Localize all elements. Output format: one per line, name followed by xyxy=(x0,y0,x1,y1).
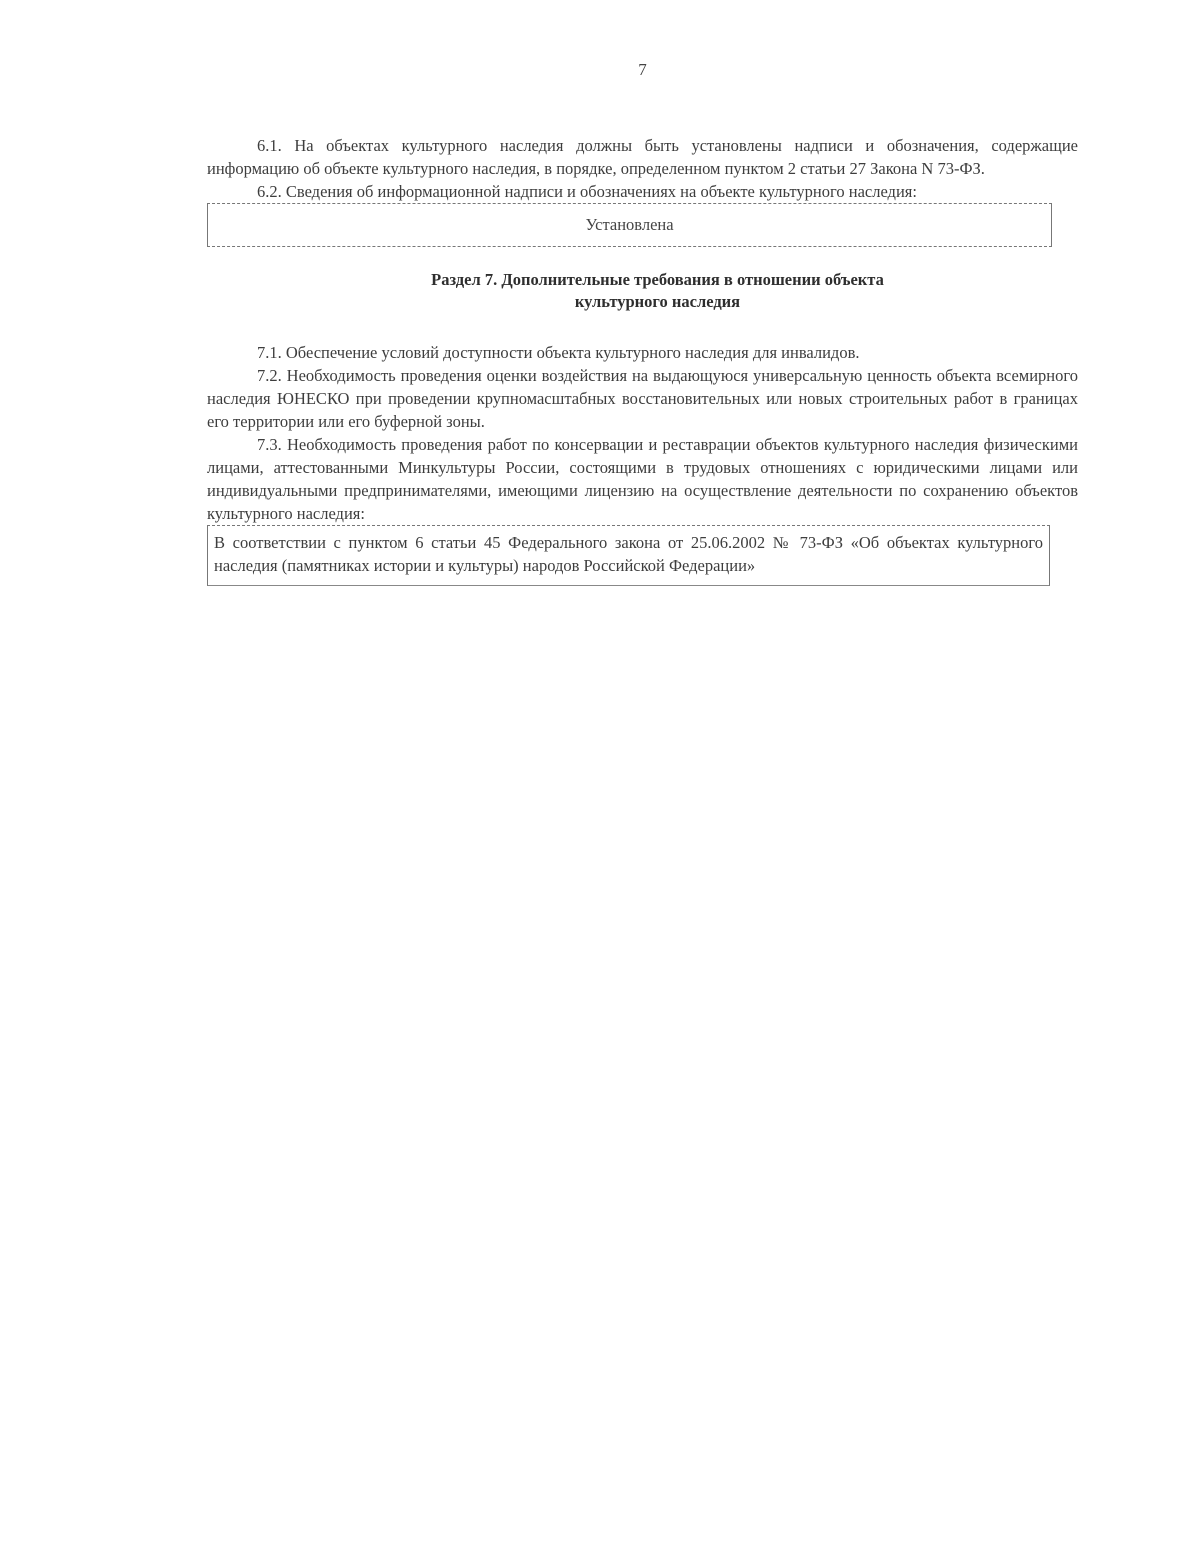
paragraph-7-3: 7.3. Необходимость проведения работ по консервации и реставрации объектов культурного наследия физическими лицами, аттестованными Минкультуры России, состоящими в трудовых отношениях с юридическими лицами или индивидуальными предпринимателями, имеющими лицензию на осуществление деятельности по сохранению объектов культурного наследия: xyxy=(207,435,1078,523)
document-body xyxy=(207,134,1078,586)
restoration-requirement-box xyxy=(207,525,1050,586)
section-7-title xyxy=(207,269,1078,313)
paragraph-6-2: 6.2. Сведения об информационной надписи и обозначениях на объекте культурного наследия: xyxy=(257,182,917,201)
section-7-title-line-2: культурного наследия xyxy=(574,292,741,311)
inscription-status-value: Установлена xyxy=(585,215,674,234)
paragraph-6-1: 6.1. На объектах культурного наследия должны быть установлены надписи и обозначения, содержащие информацию об объекте культурного наследия, в порядке, определенном пунктом 2 статьи 27 Закона N 73-ФЗ. xyxy=(207,136,1078,178)
section-7-title-line-1: Раздел 7. Дополнительные требования в отношении объекта xyxy=(431,270,884,289)
paragraph-7-1: 7.1. Обеспечение условий доступности объекта культурного наследия для инвалидов. xyxy=(257,343,860,362)
paragraph-7-2: 7.2. Необходимость проведения оценки воздействия на выдающуюся универсальную ценность объекта всемирного наследия ЮНЕСКО при проведении крупномасштабных восстановительных или новых строительных работ в границах его территории или его буферной зоны. xyxy=(207,366,1078,431)
page-number: 7 xyxy=(638,60,647,79)
restoration-requirement-value: В соответствии с пунктом 6 статьи 45 Федерального закона от 25.06.2002 № 73-ФЗ «Об объектах культурного наследия (памятниках истории и культуры) народов Российской Федерации» xyxy=(214,533,1043,575)
inscription-status-box xyxy=(207,203,1052,247)
